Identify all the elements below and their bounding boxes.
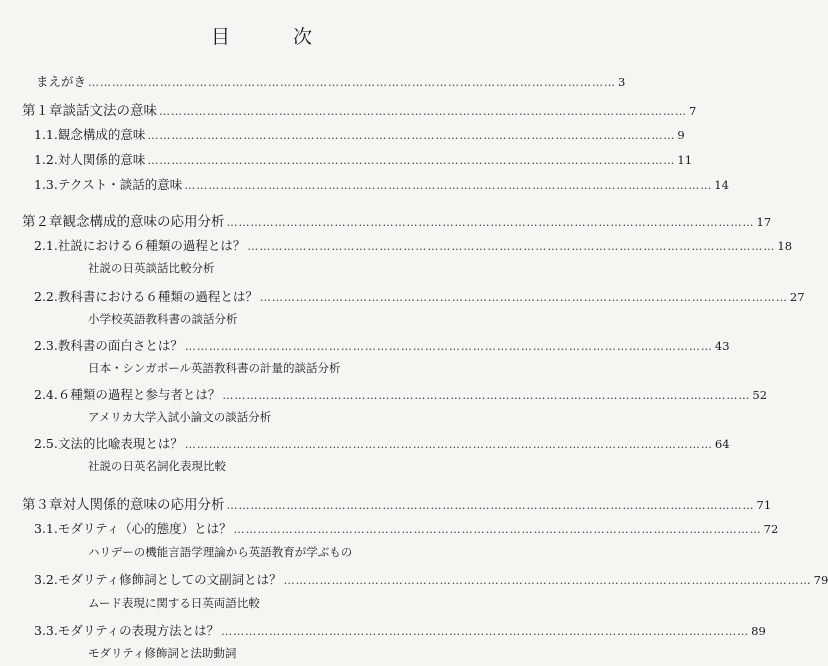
section-number: 2.4. bbox=[34, 387, 58, 402]
toc-entry-section-1-2[interactable] bbox=[34, 150, 693, 168]
section-subtitle: ハリデーの機能言語学理論から英語教育が学ぶもの bbox=[88, 545, 353, 559]
entry-label: 談話文法の意味 bbox=[62, 103, 157, 119]
page-number: 64 bbox=[714, 437, 730, 451]
page-number: 79 bbox=[813, 573, 828, 587]
toc-entry-chapter-1[interactable] bbox=[22, 99, 697, 119]
page-number: 7 bbox=[689, 104, 697, 118]
page-number: 3 bbox=[618, 75, 626, 89]
entry-label: テクスト・談話的意味 bbox=[57, 177, 183, 192]
section-number: 2.3. bbox=[34, 338, 58, 353]
leader-dots: …………………………………………………………………………………………………………………… bbox=[233, 523, 762, 536]
leader-dots: …………………………………………………………………………………………………………………… bbox=[184, 438, 713, 451]
entry-label: 教科書の面白さとは？ bbox=[57, 338, 183, 353]
toc-entry-section-2-3[interactable] bbox=[34, 336, 730, 354]
page-number: 11 bbox=[677, 153, 693, 167]
entry-label: モダリティの表現方法とは？ bbox=[57, 623, 220, 638]
toc-entry-section-2-5[interactable] bbox=[34, 434, 730, 452]
leader-dots: …………………………………………………………………………………………………………………… bbox=[88, 76, 617, 89]
chapter-number: 第２章 bbox=[22, 214, 63, 230]
toc-entry-section-3-1[interactable] bbox=[34, 519, 779, 537]
page-number: 89 bbox=[751, 624, 766, 638]
leader-dots: …………………………………………………………………………………………………………………… bbox=[221, 625, 750, 638]
page-number: 27 bbox=[789, 290, 805, 304]
leader-dots: …………………………………………………………………………………………………………………… bbox=[283, 574, 812, 587]
entry-label: ６種類の過程と参与者とは？ bbox=[57, 387, 221, 402]
entry-label: 文法的比喩表現とは？ bbox=[57, 436, 183, 451]
toc-entry-section-2-1[interactable] bbox=[34, 236, 793, 254]
section-number: 1.2. bbox=[34, 152, 58, 167]
page-number: 18 bbox=[777, 239, 793, 253]
section-subtitle: モダリティ修飾詞と法助動詞 bbox=[88, 646, 237, 660]
page-number: 43 bbox=[714, 339, 730, 353]
leader-dots: …………………………………………………………………………………………………………………… bbox=[184, 179, 713, 192]
entry-label: 観念構成的意味 bbox=[57, 127, 146, 142]
section-number: 3.1. bbox=[34, 521, 58, 536]
leader-dots: …………………………………………………………………………………………………………………… bbox=[226, 216, 755, 229]
page-number: 14 bbox=[714, 178, 729, 192]
leader-dots: …………………………………………………………………………………………………………………… bbox=[226, 499, 755, 512]
toc-title: 目 次 bbox=[210, 26, 334, 48]
toc-entry-section-3-2[interactable] bbox=[34, 570, 828, 588]
page-number: 9 bbox=[677, 128, 685, 142]
leader-dots: …………………………………………………………………………………………………………………… bbox=[184, 340, 713, 353]
section-number: 1.3. bbox=[34, 177, 58, 192]
page-number: 17 bbox=[756, 215, 772, 229]
section-number: 1.1. bbox=[34, 127, 58, 142]
leader-dots: …………………………………………………………………………………………………………………… bbox=[259, 291, 788, 304]
entry-label: 対人関係的意味 bbox=[57, 152, 146, 167]
page-number: 52 bbox=[752, 388, 768, 402]
section-number: 2.2. bbox=[34, 289, 58, 304]
toc-entry-chapter-3[interactable] bbox=[22, 493, 772, 513]
section-subtitle: 小学校英語教科書の談話分析 bbox=[88, 312, 238, 326]
page-number: 71 bbox=[756, 498, 772, 512]
entry-label: 観念構成的意味の応用分析 bbox=[62, 214, 225, 230]
section-number: 3.3. bbox=[34, 623, 58, 638]
section-number: 2.1. bbox=[34, 238, 58, 253]
toc-entry-preface[interactable] bbox=[36, 72, 626, 90]
entry-label: モダリティ（心的態度）とは？ bbox=[57, 521, 232, 536]
leader-dots: …………………………………………………………………………………………………………………… bbox=[159, 105, 687, 118]
toc-entry-section-1-1[interactable] bbox=[34, 125, 685, 143]
section-subtitle: アメリカ大学入試小論文の談話分析 bbox=[88, 410, 272, 424]
entry-label: モダリティ修飾詞としての文副詞とは？ bbox=[57, 572, 282, 587]
leader-dots: …………………………………………………………………………………………………………………… bbox=[222, 389, 751, 402]
section-subtitle: 社説の日英名詞化表現比較 bbox=[88, 459, 226, 473]
leader-dots: …………………………………………………………………………………………………………………… bbox=[147, 154, 676, 167]
chapter-number: 第３章 bbox=[22, 497, 63, 513]
leader-dots: …………………………………………………………………………………………………………………… bbox=[247, 240, 776, 253]
entry-label: 対人関係的意味の応用分析 bbox=[62, 497, 225, 513]
entry-label: 社説における６種類の過程とは？ bbox=[57, 238, 246, 253]
section-subtitle: 日本・シンガポール英語教科書の計量的談話分析 bbox=[88, 361, 341, 375]
chapter-number: 第１章 bbox=[22, 103, 63, 119]
section-number: 2.5. bbox=[34, 436, 58, 451]
toc-entry-chapter-2[interactable] bbox=[22, 210, 772, 230]
page-number: 72 bbox=[763, 522, 779, 536]
entry-label: まえがき bbox=[36, 74, 87, 89]
leader-dots: …………………………………………………………………………………………………………………… bbox=[147, 129, 676, 142]
section-number: 3.2. bbox=[34, 572, 58, 587]
toc-entry-section-2-2[interactable] bbox=[34, 287, 805, 305]
entry-label: 教科書における６種類の過程とは？ bbox=[57, 289, 258, 304]
toc-entry-section-1-3[interactable] bbox=[34, 175, 729, 193]
section-subtitle: ムード表現に関する日英両語比較 bbox=[88, 596, 260, 610]
toc-entry-section-3-3[interactable] bbox=[34, 621, 766, 639]
toc-entry-section-2-4[interactable] bbox=[34, 385, 768, 403]
section-subtitle: 社説の日英談話比較分析 bbox=[88, 261, 215, 275]
